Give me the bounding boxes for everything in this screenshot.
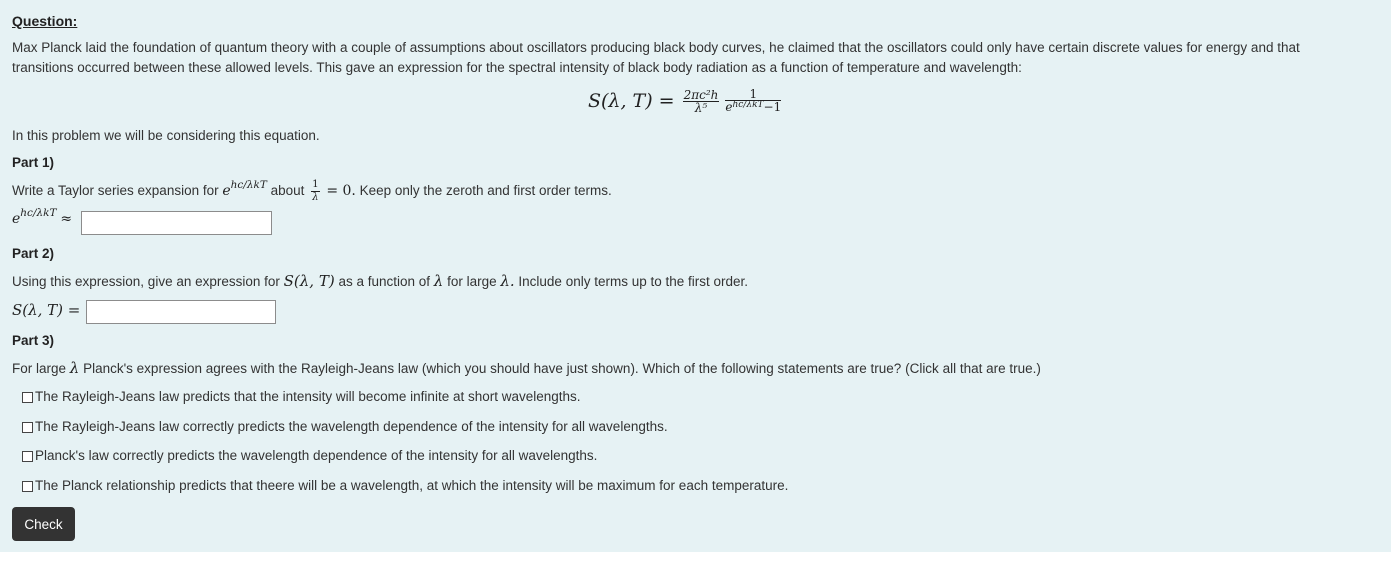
part1-eq-zero: = 0. xyxy=(326,183,356,199)
part1-exponent: hc/λkT xyxy=(230,179,267,191)
check-button[interactable]: Check xyxy=(12,507,75,541)
part2-lambda-2: λ. xyxy=(500,272,515,290)
equation-e: e xyxy=(725,99,733,114)
consider-text: In this problem we will be considering this equation. xyxy=(12,128,320,143)
option-2-label[interactable]: The Rayleigh-Jeans law correctly predicts the wavelength dependence of the intensity for all wavelengths. xyxy=(35,419,668,434)
part1-text-about: about xyxy=(270,183,305,198)
part1-answer-approx: ≈ xyxy=(60,211,73,227)
equation-fraction-1 xyxy=(683,89,720,114)
part2-text-for-large: for large xyxy=(447,274,497,289)
equation-exponent: hc/λkT xyxy=(732,99,764,110)
part1-frac-num: 1 xyxy=(312,178,319,190)
option-3-label[interactable]: Planck's law correctly predicts the wavelength dependence of the intensity for all wavelengths. xyxy=(35,448,598,463)
intro-line-2: transitions occurred between these allowed levels. This gave an expression for the spectral intensity of black body radiation as a function of temperature and wavelength: xyxy=(12,60,1022,75)
option-4-checkbox[interactable] xyxy=(22,481,33,492)
part3-text-before: For large xyxy=(12,361,67,376)
part2-lambda: λ xyxy=(433,272,444,290)
equation-fraction-2 xyxy=(725,88,781,115)
part2-text-before: Using this expression, give an expression for xyxy=(12,274,280,289)
part2-title: Part 2) xyxy=(12,246,55,261)
part1-text-after: Keep only the zeroth and first order terms. xyxy=(359,183,612,198)
part3-title: Part 3) xyxy=(12,333,55,348)
equation-lhs: S(λ, T) = xyxy=(588,90,675,112)
part2-text-after: Include only terms up to the first order. xyxy=(518,274,749,289)
part1-answer-e: e xyxy=(12,211,21,227)
part2-answer-label: S(λ, T) = xyxy=(12,301,81,319)
option-3-checkbox[interactable] xyxy=(22,451,33,462)
part1-title: Part 1) xyxy=(12,155,55,170)
part1-answer-input[interactable] xyxy=(81,211,272,235)
option-1-label[interactable]: The Rayleigh-Jeans law predicts that the intensity will become infinite at short wavelengths. xyxy=(35,389,581,404)
part1-e: e xyxy=(222,183,231,199)
part3-text-after: Planck's expression agrees with the Rayleigh-Jeans law (which you should have just shown). Which of the following statements are true? (Click all that are true.) xyxy=(83,361,1041,376)
part1-answer-exponent: hc/λkT xyxy=(20,207,57,219)
option-1-checkbox[interactable] xyxy=(22,392,33,403)
part2-text-mid: as a function of xyxy=(338,274,431,289)
option-4-label[interactable]: The Planck relationship predicts that theere will be a wavelength, at which the intensity will be maximum for each temperature. xyxy=(35,478,789,493)
option-2-checkbox[interactable] xyxy=(22,422,33,433)
question-heading: Question: xyxy=(12,13,78,29)
part2-expr: S(λ, T) xyxy=(283,272,335,290)
planck-equation xyxy=(588,84,784,118)
part1-fraction xyxy=(311,179,319,204)
intro-line-1: Max Planck laid the foundation of quantum theory with a couple of assumptions about oscillators producing black body curves, he claimed that the oscillators could only have certain discrete values for energy and that xyxy=(12,40,1300,55)
part1-prompt xyxy=(12,178,612,205)
part1-text-before: Write a Taylor series expansion for xyxy=(12,183,219,198)
part1-answer-label xyxy=(12,207,73,227)
equation-denominator-1: λ⁵ xyxy=(694,100,708,115)
equation-numerator-2: 1 xyxy=(725,88,781,101)
equation-minus-one: −1 xyxy=(763,99,782,114)
part3-prompt xyxy=(12,358,1041,379)
part2-answer-input[interactable] xyxy=(86,300,276,324)
part3-lambda: λ xyxy=(69,359,80,377)
equation-numerator-1: 2πc²h xyxy=(683,87,719,102)
part2-prompt xyxy=(12,271,748,292)
part1-frac-den: λ xyxy=(312,191,319,203)
equation-denominator-2 xyxy=(725,101,781,115)
